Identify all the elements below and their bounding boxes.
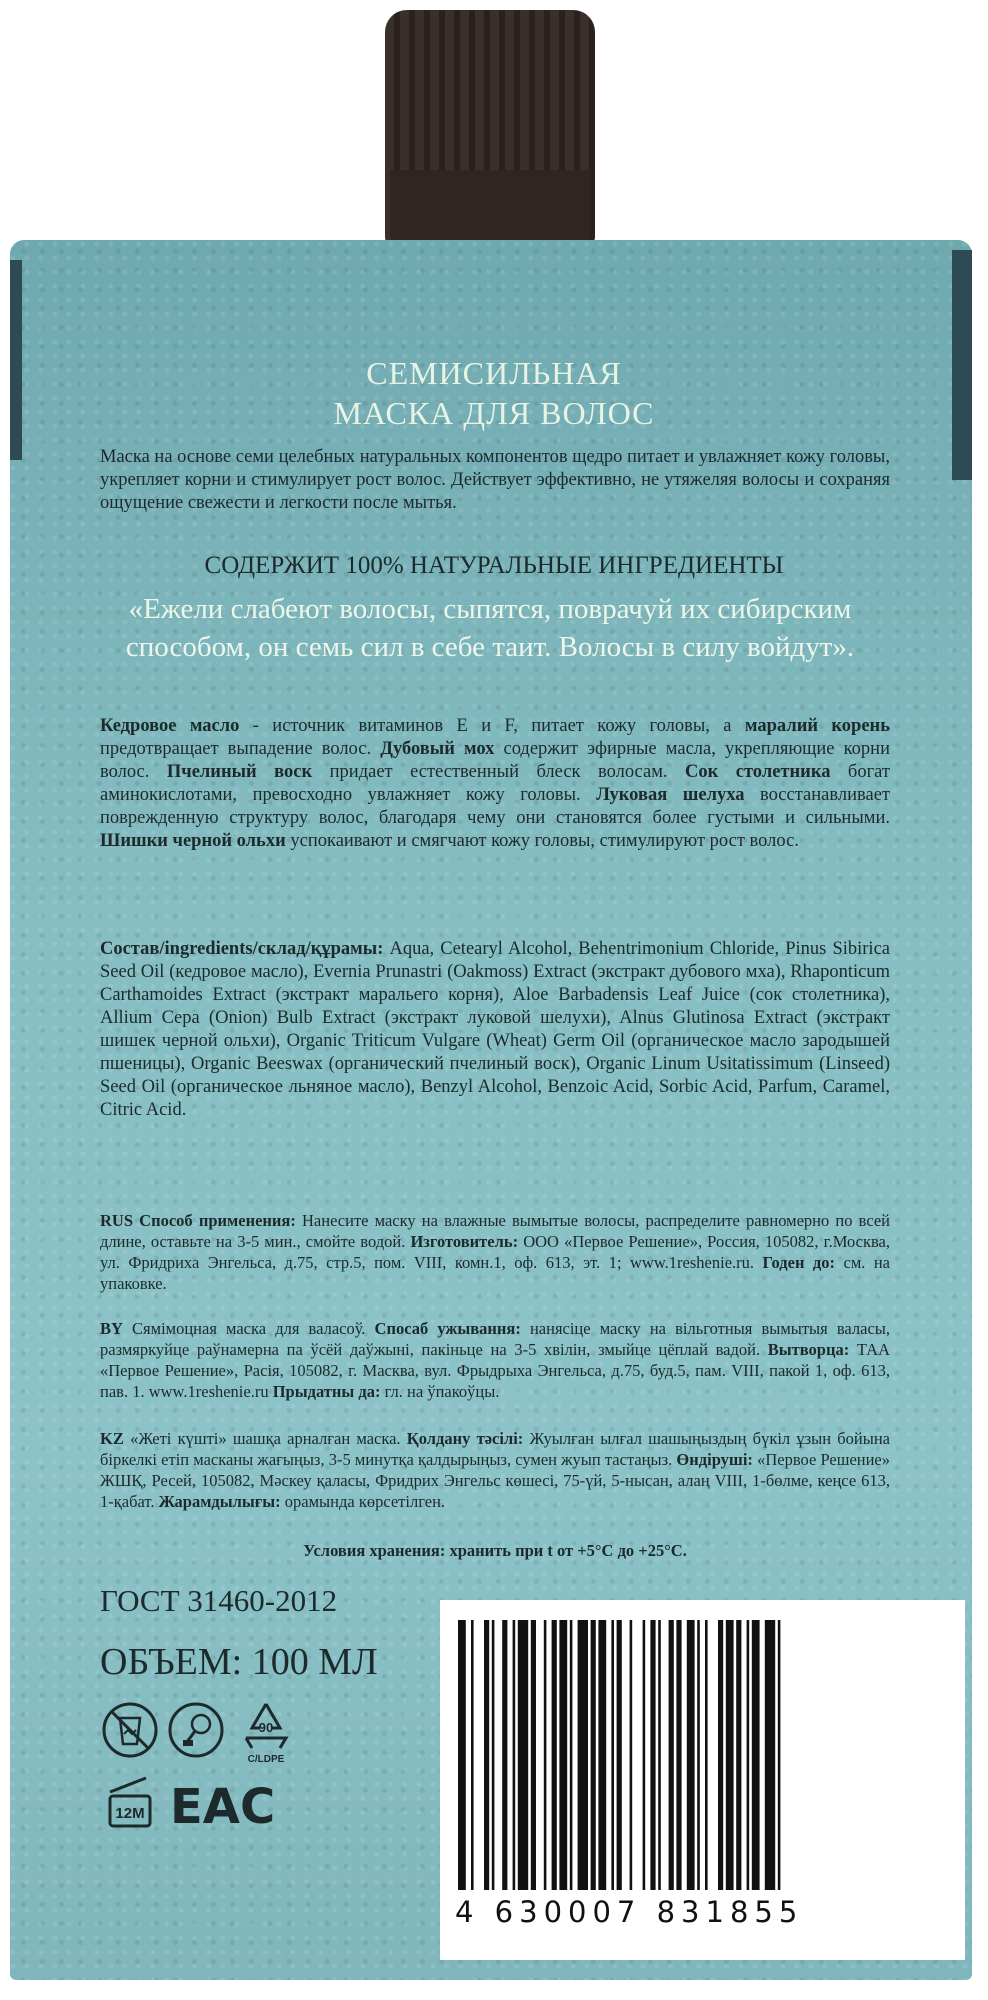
benefit-onion: Луковая шелуха <box>596 785 745 805</box>
barcode-bar <box>687 1620 695 1890</box>
rus-usage-label: Способ применения: <box>139 1211 296 1230</box>
barcode-bar <box>611 1620 614 1890</box>
barcode-bar <box>570 1620 573 1890</box>
kz-code: KZ <box>100 1429 124 1448</box>
intro-text: Маска на основе семи целебных натуральных компонентов щедро питает и увлажняет кожу головы, укрепляет корни и стимулирует рост волос. Действует эффективно, не утяжеляя волосы и сохраняя ощущение свежести и легкости после мытья. <box>100 447 890 513</box>
barcode-bar <box>697 1620 700 1890</box>
rus-valid: см. на упаковке. <box>100 1253 890 1293</box>
rus-valid-label: Годен до: <box>762 1253 836 1272</box>
recycle-number: 90 <box>258 1720 274 1735</box>
section-rus <box>100 1210 890 1294</box>
kz-valid-label: Жарамдылығы: <box>158 1492 281 1511</box>
by-code: BY <box>100 1319 123 1338</box>
recycle-icon <box>234 1698 298 1768</box>
by-valid-label: Прыдатны да: <box>272 1382 381 1401</box>
eac-mark-icon <box>170 1778 276 1835</box>
quote-text: «Ежели слабеют волосы, сыпятся, поврачуй их сибирским способом, он семь сил в себе таит. Волосы в силу войдут». <box>125 593 855 663</box>
barcode-bar <box>492 1620 495 1890</box>
benefit-cedar: Кедровое масло <box>100 716 240 736</box>
benefit-text-7: успокаивают и смягчают кожу головы, стимулируют рост волос. <box>285 831 799 851</box>
barcode-bar <box>778 1620 781 1890</box>
kz-maker-label: Өндіруші: <box>676 1450 753 1469</box>
section-by <box>100 1318 890 1402</box>
benefit-text-4: придает естественный блеск волосам. <box>312 762 686 782</box>
barcode-bar <box>559 1620 567 1890</box>
kz-valid: орамында көрсетілген. <box>280 1492 446 1511</box>
barcode-bar <box>578 1620 588 1890</box>
product-title-line1: СЕМИСИЛЬНАЯ <box>366 355 622 391</box>
barcode-bar <box>658 1620 661 1890</box>
barcode-bar <box>650 1620 655 1890</box>
barcode-bar <box>513 1620 516 1890</box>
barcode-number: 4 630007 831855 <box>455 1895 804 1929</box>
barcode-bar <box>531 1620 536 1890</box>
benefit-text-2: предотвращает выпадение волос. <box>100 739 381 759</box>
volume-label: ОБЪЕМ: 100 МЛ <box>100 1641 378 1683</box>
natural-heading: СОДЕРЖИТ 100% НАТУРАЛЬНЫЕ ИНГРЕДИЕНТЫ <box>204 552 784 579</box>
rus-usage: Нанесите маску на влажные вымытые волосы, распределите равномерно по всей длине, оставьте на 3-5 мин., смойте водой. <box>100 1211 891 1251</box>
benefit-text-5: богат аминокислотами, превосходно увлажняет кожу головы. <box>100 762 890 805</box>
by-maker: ТАА «Первое Решение», Расія, 105082, г. Масква, вул. Фрыдрыха Энгельса, д.75, буд.5, пам. VIII, пакой 1, оф. 613, пав. 1. www.1reshenie.ru <box>100 1340 890 1401</box>
barcode-bar <box>617 1620 622 1890</box>
barcode-bar <box>752 1620 760 1890</box>
barcode-bar <box>643 1620 646 1890</box>
kz-usage: Жуылған ылғал шашыңыздың бүкіл ұзын бойына біркелкі етіп масканы жағыңыз, 3-5 минутқа қалдырыңыз, сумен жуып тастаңыз. <box>100 1429 890 1469</box>
pao-jar-icon <box>100 1770 160 1832</box>
benefit-maral: маралий корень <box>744 716 890 736</box>
barcode-bar <box>726 1620 734 1890</box>
composition-ingredients: Aqua, Cetearyl Alcohol, Behentrimonium Chloride, Pinus Sibirica Seed Oil (кедровое масло), Evernia Prunastri (Oakmoss) Extract (экстракт дубового мха), Rhaponticum Carthamoides Extract (экстракт маральего корня), Aloe Barbadensis Leaf Juice (сок столетника), Allium Cepa (Onion) Bulb Extract (экстракт луковой шелухи), Alnus Glutinosa Extract (экстракт шишек черной ольхи), Organic Triticum Vulgare (Wheat) Germ Oil (органическое масло зародышей пшеницы), Organic Beeswax (органический пчелиный воск), Organic Linum Usitatissimum (Linseed) Seed Oil (органическое льняное масло), Benzyl Alcohol, Benzoic Acid, Sorbic Acid, Parfum, Caramel, Citric Acid. <box>100 939 890 1120</box>
by-usage-label: Спосаб ужывання: <box>374 1319 521 1338</box>
barcode-bar <box>502 1620 507 1890</box>
recycle-code: C/LDPE <box>247 1754 285 1765</box>
barcode-bar <box>747 1620 750 1890</box>
benefit-beeswax: Пчелиный воск <box>166 762 313 782</box>
kz-usage-label: Қолдану тәсілі: <box>406 1429 524 1448</box>
benefit-aloe: Сок столетника <box>685 762 831 782</box>
benefit-alder: Шишки черной ольхи <box>100 831 286 851</box>
barcode-bar <box>458 1620 466 1890</box>
pouch-cap-base <box>390 170 590 245</box>
cosmetic-mirror-icon <box>165 1700 227 1760</box>
no-glass-icon <box>100 1700 160 1760</box>
section-kz <box>100 1428 890 1512</box>
rus-maker: ООО «Первое Решение», Россия, 105082, г.Москва, ул. Фридриха Энгельса, д.75, стр.5, пом. VIII, комн.1, оф. 613, эт. 1; www.1reshenie.ru. <box>100 1232 890 1272</box>
barcode-bar <box>471 1620 474 1890</box>
barcode-bar <box>484 1620 489 1890</box>
by-valid: гл. на ўпакоўцы. <box>380 1382 500 1401</box>
kz-text: «Жеті күшті» шашқа арналған маска. <box>123 1429 407 1448</box>
barcode-bar <box>518 1620 528 1890</box>
barcode-bar <box>598 1620 606 1890</box>
barcode-bar <box>591 1620 596 1890</box>
pao-label: 12M <box>115 1805 145 1822</box>
composition-label: Состав/ingredients/склад/құрамы: <box>100 939 384 959</box>
by-text: Сямімоцная маска для валасоў. <box>122 1319 375 1338</box>
benefit-text-6: восстанавливает поврежденную структуру волос, благодаря чему они становятся более густыми и сильными. <box>100 785 890 828</box>
gost-label: ГОСТ 31460-2012 <box>100 1583 338 1618</box>
benefit-text-1: - источник витаминов E и F, питает кожу головы, а <box>239 716 745 736</box>
benefit-text-3: содержит эфирные масла, укрепляющие корни волос. <box>100 739 890 782</box>
barcode-bars <box>440 1600 965 1900</box>
rus-code: RUS <box>100 1211 134 1230</box>
barcode-bar <box>736 1620 741 1890</box>
kz-maker: «Первое Решение» ЖШҚ, Ресей, 105082, Мәскеу қаласы, Фридрих Энгельс көшесі, 75-үй, 5-нысан, алаң VIII, 1-бөлме, кеңсе 613, 1-қабат. <box>100 1450 891 1511</box>
product-title-line2: МАСКА ДЛЯ ВОЛОС <box>333 395 655 431</box>
barcode-bar <box>630 1620 633 1890</box>
barcode-bar <box>765 1620 775 1890</box>
barcode-bar <box>669 1620 674 1890</box>
barcode-bar <box>676 1620 681 1890</box>
barcode-bar <box>718 1620 723 1890</box>
by-maker-label: Вытворца: <box>767 1340 850 1359</box>
benefits-text <box>100 715 890 853</box>
barcode-bar <box>705 1620 708 1890</box>
storage-conditions: Условия хранения: хранить при t от +5°C до +25°C. <box>303 1541 687 1560</box>
rus-maker-label: Изготовитель: <box>410 1232 519 1251</box>
by-usage: нанясіце маску на вільготныя вымытыя валасы, размяркуйце раўнамерна па ўсёй даўжыні, пакіньце на 3-5 хвілін, змыйце цёплай вадой. <box>100 1319 890 1359</box>
eac-mark: ЕАС <box>170 1779 276 1835</box>
composition-text <box>100 938 890 1122</box>
benefit-oakmoss: Дубовый мох <box>380 739 495 759</box>
barcode-bar <box>552 1620 557 1890</box>
barcode-bar <box>544 1620 547 1890</box>
